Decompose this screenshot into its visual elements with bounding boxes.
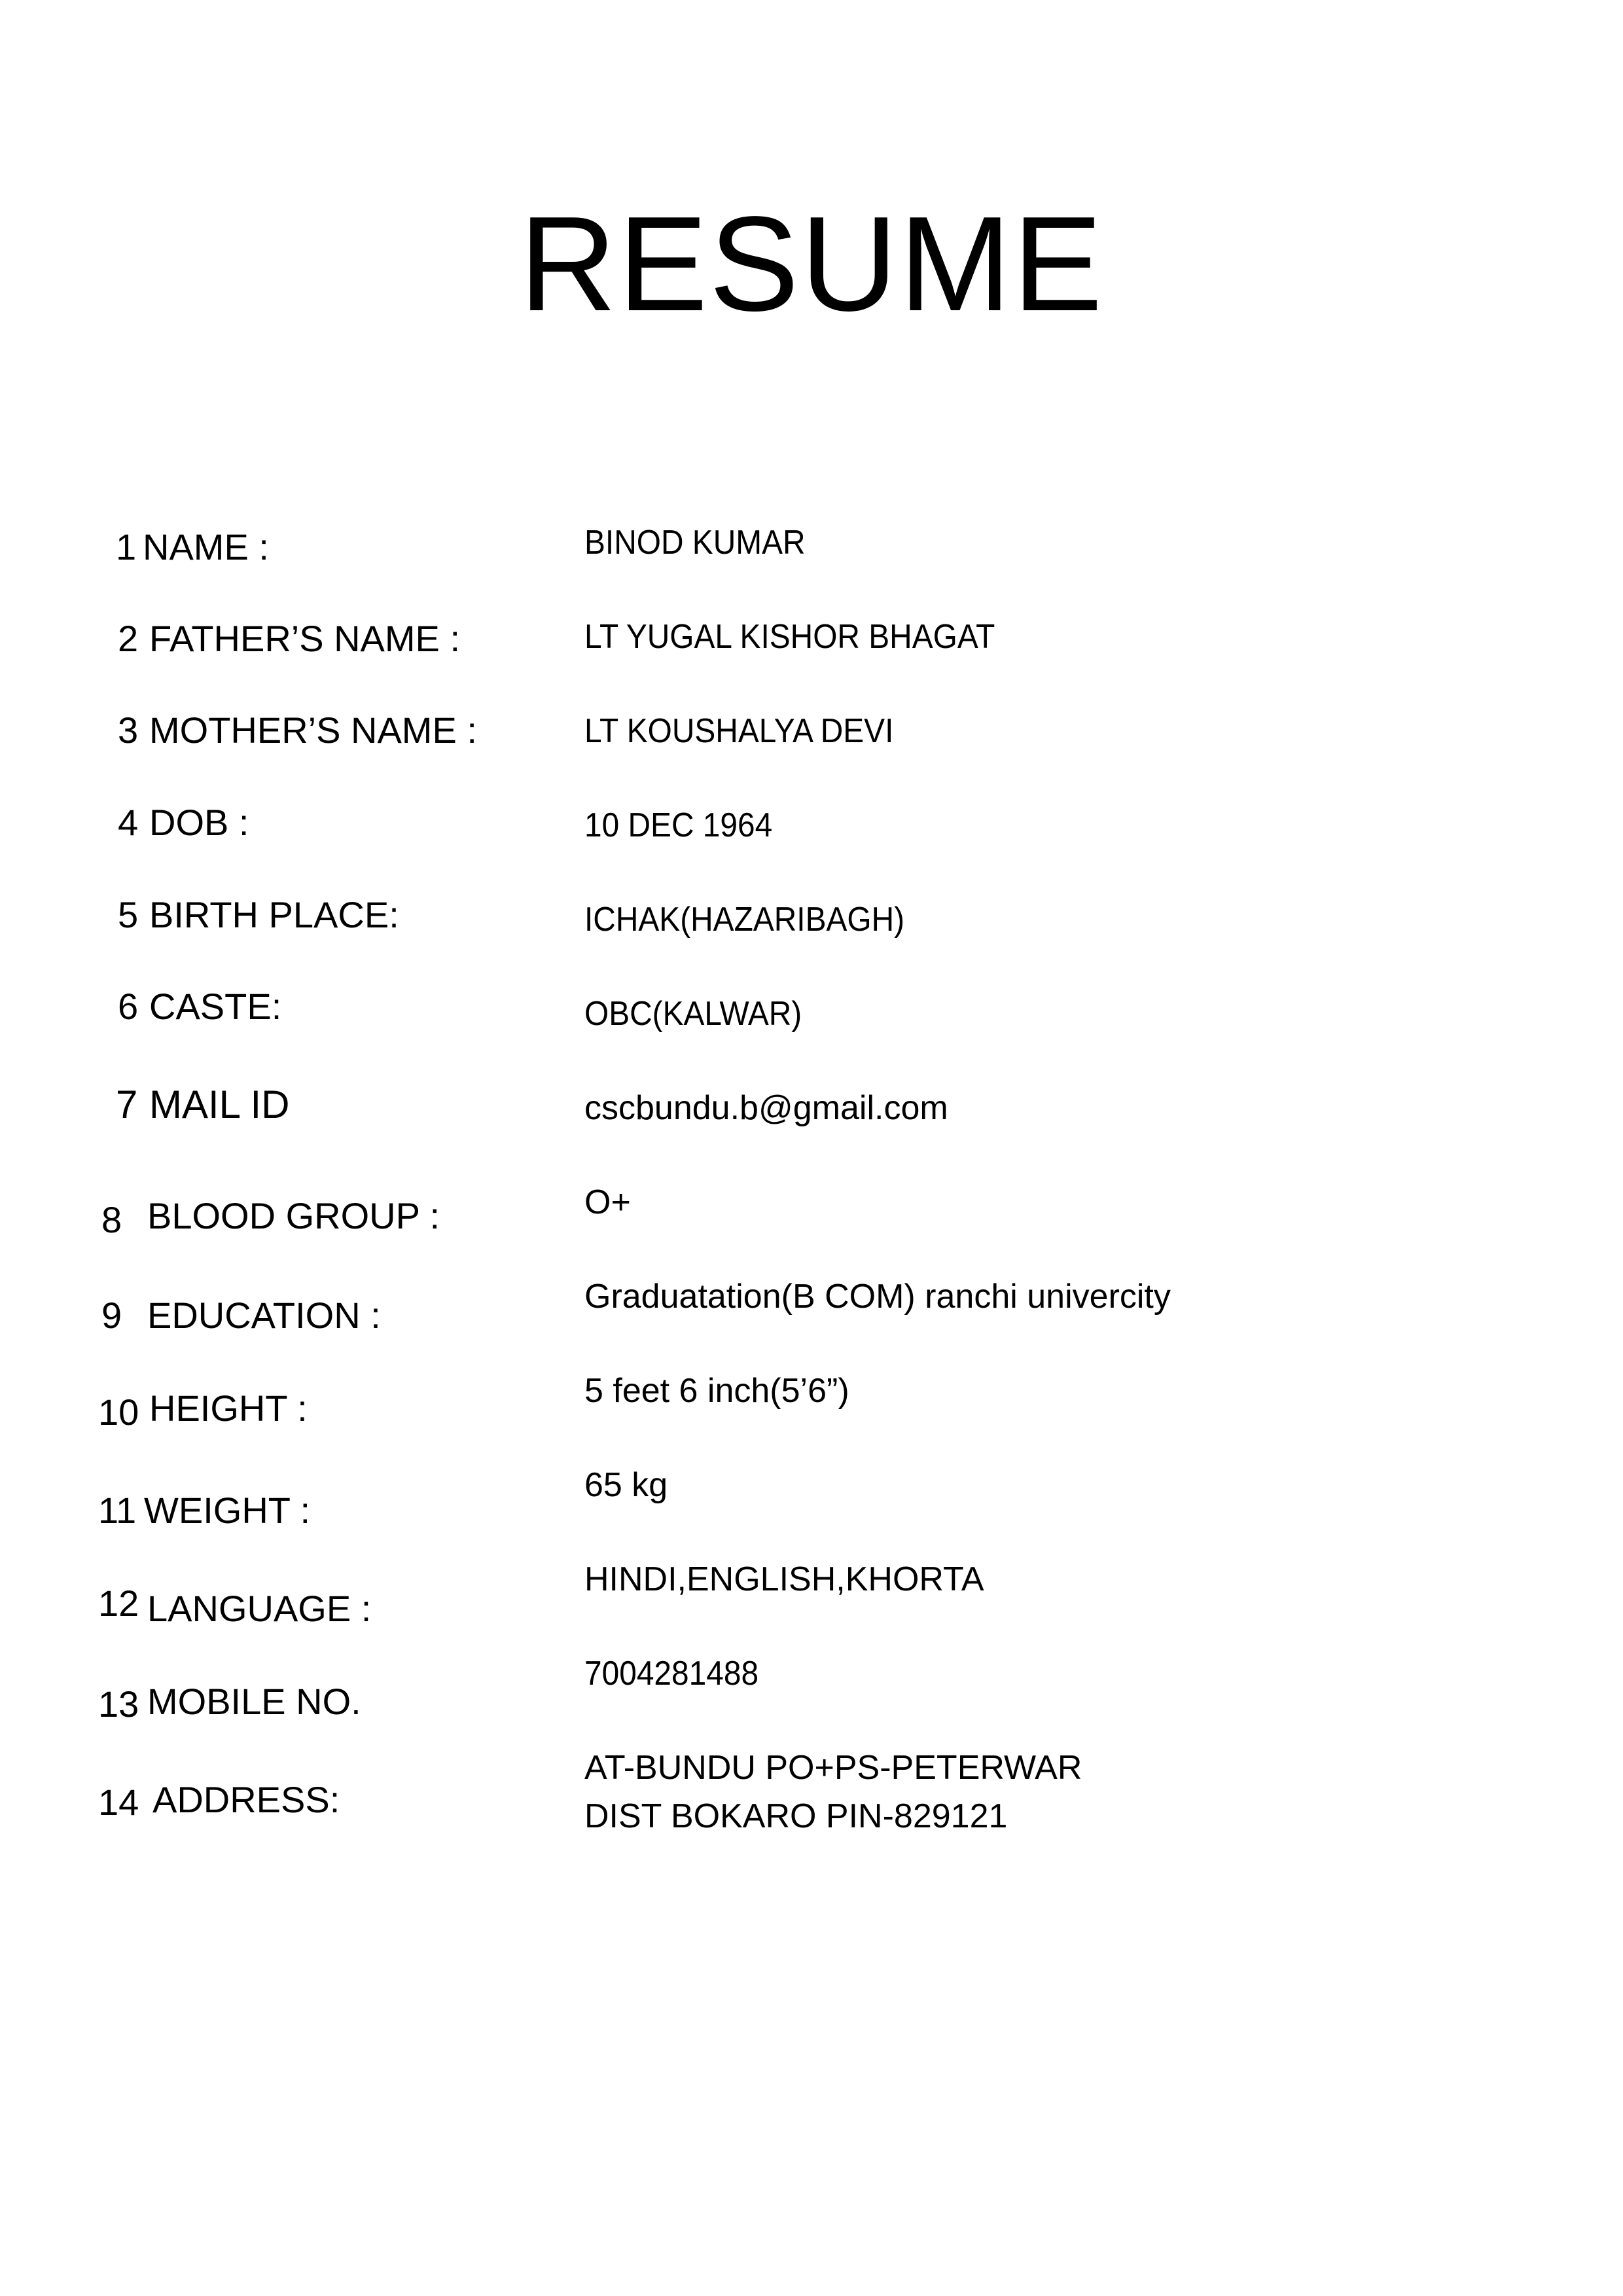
field-value-address-line2: DIST BOKARO PIN-829121 (584, 1797, 1008, 1835)
field-value-dob (584, 808, 789, 842)
field-value-birth-place (584, 903, 933, 937)
field-label-birth-place: BIRTH PLACE: (149, 894, 399, 935)
field-number: 7 (116, 1083, 138, 1126)
field-value-birth-place-text: ICHAK(HAZARIBAGH) (584, 901, 905, 939)
field-value-caste-text: OBC(KALWAR) (584, 995, 802, 1033)
field-value-height: 5 feet 6 inch(5’6”) (584, 1372, 849, 1410)
field-label-address: ADDRESS: (152, 1779, 340, 1820)
field-label-height: HEIGHT : (149, 1388, 308, 1429)
field-number: 2 (118, 618, 139, 659)
field-label-mail-id: MAIL ID (149, 1083, 290, 1126)
field-number: 12 (98, 1583, 139, 1624)
field-label-caste: CASTE: (149, 986, 282, 1027)
field-value-fathers-name (584, 620, 1031, 654)
field-number: 5 (118, 894, 139, 935)
field-value-caste (584, 997, 821, 1031)
field-number: 9 (101, 1295, 122, 1336)
field-value-mobile-no (584, 1657, 774, 1691)
page-title: RESUME (519, 188, 1104, 339)
field-value-mail-id: cscbundu.b@gmail.com (584, 1089, 948, 1127)
field-number: 10 (98, 1391, 139, 1433)
field-label-mothers-name: MOTHER’S NAME : (149, 709, 477, 751)
field-label-weight: WEIGHT : (144, 1490, 311, 1531)
field-value-blood-group: O+ (584, 1183, 631, 1221)
field-number: 14 (98, 1782, 139, 1823)
field-number: 1 (116, 526, 137, 567)
field-number: 8 (101, 1199, 122, 1240)
field-value-mothers-name-text: LT KOUSHALYA DEVI (584, 712, 894, 750)
field-value-name-text: BINOD KUMAR (584, 524, 806, 562)
field-label-fathers-name: FATHER’S NAME : (149, 618, 461, 659)
field-number: 6 (118, 986, 139, 1027)
field-value-language: HINDI,ENGLISH,KHORTA (584, 1560, 984, 1598)
field-number: 11 (98, 1490, 137, 1531)
field-label-dob: DOB : (149, 802, 249, 843)
field-number: 13 (98, 1683, 139, 1725)
field-value-name (584, 526, 825, 560)
field-number: 3 (118, 709, 139, 751)
field-label-education: EDUCATION : (147, 1295, 381, 1336)
field-value-education: Graduatation(B COM) ranchi univercity (584, 1278, 1171, 1316)
field-value-mothers-name (584, 714, 920, 748)
field-value-address-line1: AT-BUNDU PO+PS-PETERWAR (584, 1749, 1082, 1787)
field-label-blood-group: BLOOD GROUP : (147, 1195, 440, 1236)
field-number: 4 (118, 802, 139, 843)
field-value-mobile-no-text: 7004281488 (584, 1655, 759, 1693)
field-value-dob-text: 10 DEC 1964 (584, 806, 773, 844)
field-value-weight: 65 kg (584, 1466, 668, 1504)
field-label-mobile-no: MOBILE NO. (147, 1681, 361, 1722)
field-label-language: LANGUAGE : (147, 1588, 372, 1629)
field-value-fathers-name-text: LT YUGAL KISHOR BHAGAT (584, 618, 995, 656)
field-label-name: NAME : (143, 526, 269, 567)
